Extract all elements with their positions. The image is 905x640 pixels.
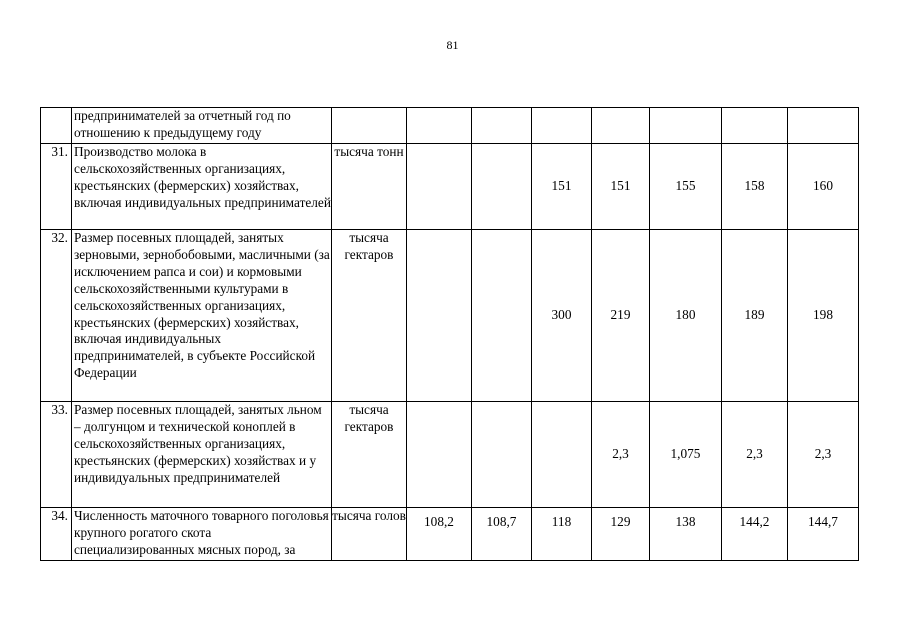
value-cell <box>722 108 788 144</box>
value-cell: 300 <box>532 230 592 402</box>
indicator-name: предпринимателей за отчетный год по отношению к предыдущему году <box>72 108 332 144</box>
value-cell <box>407 108 472 144</box>
value-cell <box>650 108 722 144</box>
row-number: 34. <box>41 508 72 561</box>
value-cell <box>407 402 472 508</box>
table-row-31 <box>41 144 859 230</box>
value-cell: 144,2 <box>722 508 788 561</box>
value-cell <box>472 230 532 402</box>
unit-of-measure: тысяча тонн <box>332 144 407 230</box>
indicator-name: Производство молока в сельскохозяйственных организациях, крестьянских (фермерских) хозяйствах, включая индивидуальных предпринимателей <box>72 144 332 230</box>
row-number: 31. <box>41 144 72 230</box>
page-number: 81 <box>446 38 459 52</box>
value-cell: 219 <box>592 230 650 402</box>
value-cell: 108,7 <box>472 508 532 561</box>
unit-of-measure: тысяча голов <box>332 508 407 561</box>
value-cell: 2,3 <box>722 402 788 508</box>
value-cell: 158 <box>722 144 788 230</box>
value-cell: 2,3 <box>592 402 650 508</box>
value-cell: 198 <box>788 230 859 402</box>
row-number: 32. <box>41 230 72 402</box>
value-cell <box>532 108 592 144</box>
indicator-name: Размер посевных площадей, занятых зерновыми, зернобобовыми, масличными (за исключением рапса и сои) и кормовыми сельскохозяйственными культурами в сельскохозяйственных организациях, крестьянских (фермерских) хозяйствах, включая индивидуальных предпринимателей, в субъекте Российской Федерации <box>72 230 332 402</box>
value-cell: 1,075 <box>650 402 722 508</box>
table-row-34 <box>41 508 859 561</box>
value-cell <box>532 402 592 508</box>
value-cell: 151 <box>592 144 650 230</box>
unit-of-measure: тысяча гектаров <box>332 230 407 402</box>
value-cell: 144,7 <box>788 508 859 561</box>
value-cell <box>472 402 532 508</box>
row-number <box>41 108 72 144</box>
table-row-continuation <box>41 108 859 144</box>
value-cell <box>407 230 472 402</box>
value-cell: 160 <box>788 144 859 230</box>
row-number: 33. <box>41 402 72 508</box>
value-cell: 118 <box>532 508 592 561</box>
table-row-33 <box>41 402 859 508</box>
table-row-32 <box>41 230 859 402</box>
value-cell <box>472 108 532 144</box>
indicators-table <box>40 107 859 561</box>
value-cell: 108,2 <box>407 508 472 561</box>
value-cell: 2,3 <box>788 402 859 508</box>
value-cell <box>407 144 472 230</box>
value-cell: 138 <box>650 508 722 561</box>
value-cell <box>472 144 532 230</box>
unit-of-measure <box>332 108 407 144</box>
value-cell <box>592 108 650 144</box>
indicator-name: Размер посевных площадей, занятых льном – долгунцом и технической коноплей в сельскохозяйственных организациях, крестьянских (фермерских) хозяйствах и у индивидуальных предпринимателей <box>72 402 332 508</box>
value-cell: 151 <box>532 144 592 230</box>
value-cell <box>788 108 859 144</box>
indicator-name: Численность маточного товарного поголовья крупного рогатого скота специализированных мясных пород, за <box>74 508 329 557</box>
value-cell: 189 <box>722 230 788 402</box>
value-cell: 155 <box>650 144 722 230</box>
unit-of-measure: тысяча гектаров <box>332 402 407 508</box>
value-cell: 180 <box>650 230 722 402</box>
value-cell: 129 <box>592 508 650 561</box>
